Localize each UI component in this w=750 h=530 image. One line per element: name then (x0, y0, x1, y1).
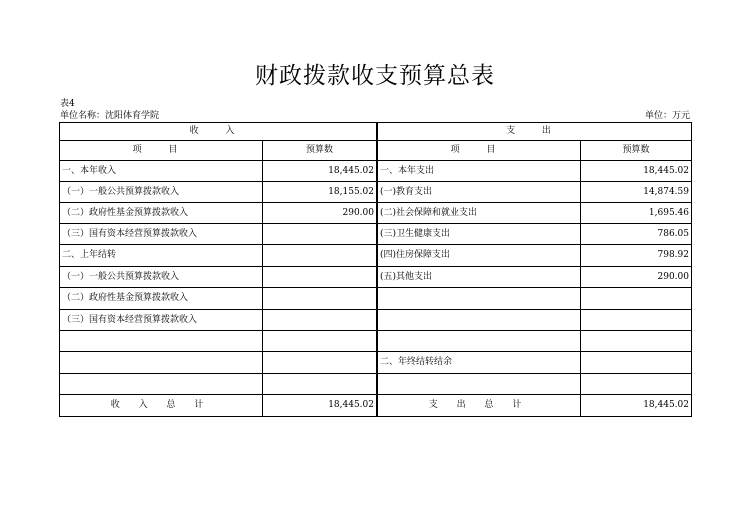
expense-value-cell: 290.00 (581, 267, 692, 288)
income-value-cell: 18,155.02 (263, 182, 377, 203)
income-total-label: 收 入 总 计 (60, 395, 263, 417)
expense-value-cell: 14,874.59 (581, 182, 692, 203)
expense-item-cell: (五)其他支出 (378, 267, 581, 288)
expense-total-value: 18,445.02 (581, 395, 692, 417)
income-value-cell (263, 245, 377, 267)
expense-value-cell (581, 352, 692, 374)
totals-row (60, 395, 692, 417)
table-row (60, 245, 692, 267)
income-item-cell (60, 352, 263, 374)
table-number: 表4 (60, 99, 75, 109)
income-total-value: 18,445.02 (263, 395, 377, 417)
income-value-cell (263, 267, 377, 288)
column-header-row (60, 141, 692, 161)
income-item-cell: 一、本年收入 (60, 161, 263, 182)
income-budget-header: 预算数 (263, 141, 377, 161)
income-section-header: 收 入 (60, 123, 377, 141)
expense-item-cell (378, 310, 581, 331)
table-row (60, 331, 692, 352)
income-item-cell: （一）一般公共预算拨款收入 (60, 182, 263, 203)
income-item-cell: （一）一般公共预算拨款收入 (60, 267, 263, 288)
table-row (60, 161, 692, 182)
income-item-cell: （三）国有资本经营预算拨款收入 (60, 224, 263, 245)
expense-value-cell (581, 331, 692, 352)
income-value-cell (263, 331, 377, 352)
unit-name: 单位名称：沈阳体育学院 (60, 111, 160, 121)
expense-item-cell: (二)社会保障和就业支出 (378, 203, 581, 224)
income-value-cell (263, 352, 377, 374)
expense-value-cell: 786.05 (581, 224, 692, 245)
page-title: 财政拨款收支预算总表 (255, 63, 495, 89)
income-value-cell (263, 374, 377, 395)
section-header-row (60, 123, 692, 141)
expense-item-cell: 二、年终结转结余 (378, 352, 581, 374)
expense-value-cell (581, 310, 692, 331)
income-item-cell: 二、上年结转 (60, 245, 263, 267)
expense-value-cell (581, 288, 692, 310)
expense-section-header: 支 出 (378, 123, 692, 141)
table-row (60, 203, 692, 224)
income-item-cell: （三）国有资本经营预算拨款收入 (60, 310, 263, 331)
expense-item-cell: (一)教育支出 (378, 182, 581, 203)
table-row (60, 267, 692, 288)
budget-table (59, 122, 692, 417)
income-item-cell: （二）政府性基金预算拨款收入 (60, 203, 263, 224)
table-row (60, 224, 692, 245)
income-value-cell: 18,445.02 (263, 161, 377, 182)
expense-value-cell: 798.92 (581, 245, 692, 267)
expense-item-cell (378, 288, 581, 310)
expense-item-cell: 一、本年支出 (378, 161, 581, 182)
table-row (60, 182, 692, 203)
expense-total-label: 支 出 总 计 (378, 395, 581, 417)
currency-unit: 单位：万元 (644, 111, 690, 121)
table-row (60, 352, 692, 374)
expense-item-cell (378, 374, 581, 395)
income-value-cell (263, 288, 377, 310)
expense-value-cell: 1,695.46 (581, 203, 692, 224)
table-row (60, 288, 692, 310)
budget-table-body (60, 123, 692, 417)
income-item-cell (60, 374, 263, 395)
expense-item-header: 项 目 (378, 141, 581, 161)
income-item-cell: （二）政府性基金预算拨款收入 (60, 288, 263, 310)
expense-item-cell: (三)卫生健康支出 (378, 224, 581, 245)
table-row (60, 310, 692, 331)
table-row (60, 374, 692, 395)
income-value-cell (263, 224, 377, 245)
expense-value-cell (581, 374, 692, 395)
income-item-header: 项 目 (60, 141, 263, 161)
income-value-cell (263, 310, 377, 331)
income-value-cell: 290.00 (263, 203, 377, 224)
expense-budget-header: 预算数 (581, 141, 692, 161)
expense-item-cell: (四)住房保障支出 (378, 245, 581, 267)
expense-item-cell (378, 331, 581, 352)
expense-value-cell: 18,445.02 (581, 161, 692, 182)
income-item-cell (60, 331, 263, 352)
